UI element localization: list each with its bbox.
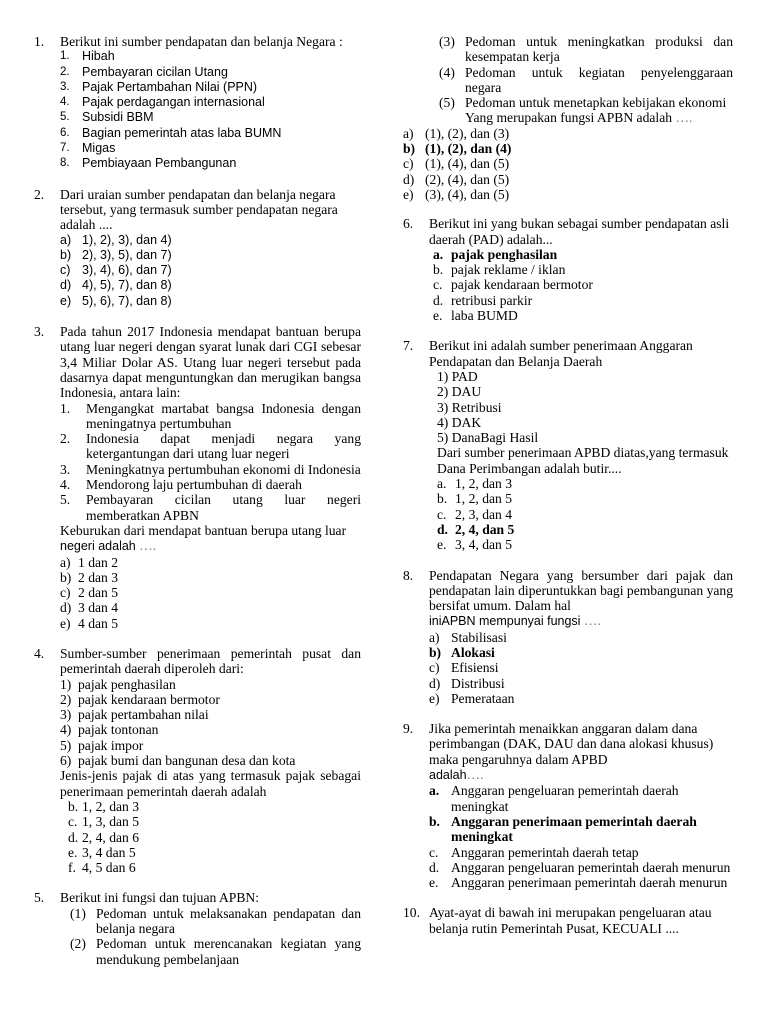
list-item: 3. Pajak Pertambahan Nilai (PPN) bbox=[60, 79, 258, 94]
question-prompt: Yang merupakan fungsi APBN adalah …. bbox=[465, 110, 693, 126]
question-prompt: adalah…. bbox=[429, 767, 484, 783]
item-list bbox=[60, 401, 361, 523]
list-item: 3) pajak pertambahan nilai bbox=[60, 707, 209, 723]
question-stem: Berikut ini yang bukan sebagai sumber pendapatan asli daerah (PAD) adalah... bbox=[429, 216, 730, 247]
answer-option: b. Anggaran penerimaan pemerintah daerah meningkat bbox=[429, 813, 697, 845]
answer-option: b) 2), 3), 5), dan 7) bbox=[60, 247, 172, 262]
answer-option: d. 2, 4, dan 6 bbox=[68, 829, 140, 845]
question-number: 9. bbox=[403, 721, 414, 737]
answer-options bbox=[403, 126, 733, 202]
item-list bbox=[70, 906, 361, 967]
left-column bbox=[34, 34, 361, 982]
answer-option: c. 1, 3, dan 5 bbox=[68, 814, 140, 830]
question-prompt: Jenis-jenis pajak di atas yang termasuk pajak sebagai penerimaan pemerintah daerah adalah bbox=[60, 768, 361, 799]
answer-options bbox=[60, 233, 361, 309]
list-item: 7. Migas bbox=[60, 141, 116, 156]
list-item: 4) DAK bbox=[437, 414, 482, 430]
question-8 bbox=[403, 568, 733, 707]
list-item: (3) Pedoman untuk meningkatkan produksi dan kesempatan kerja bbox=[439, 34, 733, 65]
list-item: 4. Pajak perdagangan internasional bbox=[60, 95, 265, 110]
question-4 bbox=[34, 646, 361, 875]
question-number: 3. bbox=[34, 324, 45, 340]
list-item: 3. Meningkatnya pertumbuhan ekonomi di Indonesia bbox=[60, 461, 361, 477]
list-item: 1) pajak penghasilan bbox=[60, 676, 176, 692]
answer-option: c. 2, 3, dan 4 bbox=[437, 506, 513, 522]
list-item: 5) DanaBagi Hasil bbox=[437, 430, 539, 446]
answer-options bbox=[62, 799, 361, 875]
question-number: 2. bbox=[34, 186, 45, 202]
list-item: 6. Bagian pemerintah atas laba BUMN bbox=[60, 125, 282, 140]
answer-option: d) (2), (4), dan (5) bbox=[403, 171, 510, 187]
answer-option: b. 1, 2, dan 5 bbox=[437, 491, 513, 507]
answer-option: a. Anggaran pengeluaran pemerintah daerah meningkat bbox=[429, 783, 679, 814]
list-item: (4) Pedoman untuk kegiatan penyelenggaraan negara bbox=[439, 64, 733, 95]
answer-option: b. pajak reklame / iklan bbox=[433, 262, 566, 278]
list-item: 5. Pembayaran cicilan utang luar negeri memberatkan APBN bbox=[60, 492, 361, 523]
list-item: 6) pajak bumi dan bangunan desa dan kota bbox=[60, 753, 296, 769]
answer-option: e. laba BUMD bbox=[433, 308, 518, 324]
answer-option: e. 3, 4, dan 5 bbox=[437, 537, 513, 553]
list-item: 5. Subsidi BBM bbox=[60, 110, 154, 125]
list-item: 2) pajak kendaraan bermotor bbox=[60, 691, 220, 707]
answer-option: b) (1), (2), dan (4) bbox=[403, 141, 512, 157]
answer-option: d. 2, 4, dan 5 bbox=[437, 521, 515, 537]
list-item: 4. Mendorong laju pertumbuhan di daerah bbox=[60, 477, 302, 493]
answer-option: c. Anggaran pemerintah daerah tetap bbox=[429, 844, 639, 860]
answer-option: f. 4, 5 dan 6 bbox=[68, 860, 136, 876]
answer-options bbox=[429, 783, 733, 890]
answer-option: d) 3 dan 4 bbox=[60, 600, 119, 616]
answer-option: a. pajak penghasilan bbox=[433, 246, 558, 262]
answer-option: c) 2 dan 5 bbox=[60, 585, 119, 601]
question-5 bbox=[34, 890, 361, 966]
answer-option: d. Anggaran pengeluaran pemerintah daerah menurun bbox=[429, 859, 731, 875]
question-prompt: Dari sumber penerimaan APBD diatas,yang termasuk Dana Perimbangan adalah butir.... bbox=[437, 445, 729, 476]
list-item: 2. Indonesia dapat menjadi negara yang ketergantungan dari utang luar negeri bbox=[60, 431, 361, 462]
question-stem: Berikut ini adalah sumber penerimaan Anggaran Pendapatan dan Belanja Daerah bbox=[429, 338, 693, 369]
list-item: (1) Pedoman untuk melaksanakan pendapatan dan belanja negara bbox=[70, 905, 361, 937]
answer-option: d) Distribusi bbox=[429, 675, 505, 691]
answer-options bbox=[429, 247, 733, 323]
right-column bbox=[403, 34, 733, 951]
question-prompt: iniAPBN mempunyai fungsi …. bbox=[429, 613, 601, 629]
answer-option: a) 1 dan 2 bbox=[60, 554, 119, 570]
answer-option: a) Stabilisasi bbox=[429, 629, 507, 645]
item-list bbox=[60, 677, 361, 769]
list-item: 1) PAD bbox=[437, 368, 478, 384]
answer-option: b. 1, 2, dan 3 bbox=[68, 798, 140, 814]
question-number: 4. bbox=[34, 645, 45, 661]
list-item: 2) DAU bbox=[437, 384, 482, 400]
answer-option: c) (1), (4), dan (5) bbox=[403, 156, 510, 172]
question-5-continued bbox=[403, 34, 733, 202]
list-item: 8. Pembiayaan Pembangunan bbox=[60, 156, 237, 171]
answer-option: c) 3), 4), 6), dan 7) bbox=[60, 263, 172, 278]
question-prompt: Keburukan dari mendapat bantuan berupa utang luar negeri adalah …. bbox=[60, 522, 347, 554]
item-list bbox=[437, 369, 733, 445]
question-stem: Ayat-ayat di bawah ini merupakan pengeluaran atau belanja rutin Pemerintah Pusat, KECUALI .... bbox=[429, 905, 712, 936]
answer-option: e) 5), 6), 7), dan 8) bbox=[60, 293, 172, 308]
question-3 bbox=[34, 324, 361, 631]
question-stem: Dari uraian sumber pendapatan dan belanja negara tersebut, yang termasuk sumber pendapatan negara adalah .... bbox=[60, 186, 338, 233]
answer-option: e) 4 dan 5 bbox=[60, 615, 119, 631]
question-stem: Pada tahun 2017 Indonesia mendapat bantuan berupa utang luar negeri dengan syarat lunak dari CGI sebesar 3,4 Miliar Dolar AS. Utang luar negeri tersebut pada dasarnya dapat menguntungkan dan merugikan bangsa Indonesia, antara lain: bbox=[60, 324, 361, 401]
question-6 bbox=[403, 216, 733, 323]
answer-option: a) 1), 2), 3), dan 4) bbox=[60, 232, 172, 247]
question-number: 8. bbox=[403, 567, 414, 583]
answer-option: a) (1), (2), dan (3) bbox=[403, 125, 510, 141]
list-item: 3) Retribusi bbox=[437, 399, 502, 415]
question-7 bbox=[403, 338, 733, 552]
question-stem: Sumber-sumber penerimaan pemerintah pusat dan pemerintah daerah diperoleh dari: bbox=[60, 645, 361, 677]
question-number: 7. bbox=[403, 338, 414, 354]
answer-option: c) Efisiensi bbox=[429, 660, 499, 676]
answer-options bbox=[429, 630, 733, 706]
question-number: 5. bbox=[34, 890, 45, 906]
question-stem: Pendapatan Negara yang bersumber dari pajak dan pendapatan lain diperuntukkan bagi pembangunan yang bersifat umum. Dalam hal bbox=[429, 567, 733, 614]
answer-option: d. retribusi parkir bbox=[433, 292, 533, 308]
question-stem: Berikut ini fungsi dan tujuan APBN: bbox=[60, 890, 259, 906]
list-item: 4) pajak tontonan bbox=[60, 722, 159, 738]
answer-option: c. pajak kendaraan bermotor bbox=[433, 277, 593, 293]
answer-options bbox=[60, 555, 361, 631]
answer-option: a. 1, 2, dan 3 bbox=[437, 476, 513, 492]
question-9 bbox=[403, 721, 733, 890]
answer-option: e) (3), (4), dan (5) bbox=[403, 186, 510, 202]
list-item: 1. Mengangkat martabat bangsa Indonesia dengan meningatnya pertumbuhan bbox=[60, 400, 361, 431]
question-1 bbox=[34, 34, 361, 172]
answer-option: e) Pemerataan bbox=[429, 690, 515, 706]
question-2 bbox=[34, 187, 361, 309]
question-number: 6. bbox=[403, 216, 414, 232]
answer-option: b) Alokasi bbox=[429, 644, 495, 660]
item-list bbox=[60, 49, 361, 171]
answer-option: d) 4), 5), 7), dan 8) bbox=[60, 278, 172, 293]
answer-options bbox=[429, 476, 733, 552]
item-list bbox=[439, 34, 733, 126]
answer-option: e. Anggaran penerimaan pemerintah daerah menurun bbox=[429, 875, 728, 891]
list-item: (5) Pedoman untuk menetapkan kebijakan ekonomi bbox=[439, 95, 727, 111]
question-10 bbox=[403, 905, 733, 936]
list-item: 1. Hibah bbox=[60, 49, 115, 64]
question-number: 1. bbox=[34, 34, 45, 49]
list-item: 5) pajak impor bbox=[60, 737, 144, 753]
question-stem: Jika pemerintah menaikkan anggaran dalam dana perimbangan (DAK, DAU dan dana alokasi khusus) maka pengaruhnya dalam APBD bbox=[429, 721, 714, 767]
answer-option: e. 3, 4 dan 5 bbox=[68, 844, 136, 860]
question-stem: Berikut ini sumber pendapatan dan belanja Negara : bbox=[60, 34, 343, 49]
question-number: 10. bbox=[403, 905, 420, 921]
list-item: 2. Pembayaran cicilan Utang bbox=[60, 64, 228, 79]
answer-option: b) 2 dan 3 bbox=[60, 569, 119, 585]
list-item: (2) Pedoman untuk merencanakan kegiatan yang mendukung pembelanjaan bbox=[70, 936, 361, 967]
